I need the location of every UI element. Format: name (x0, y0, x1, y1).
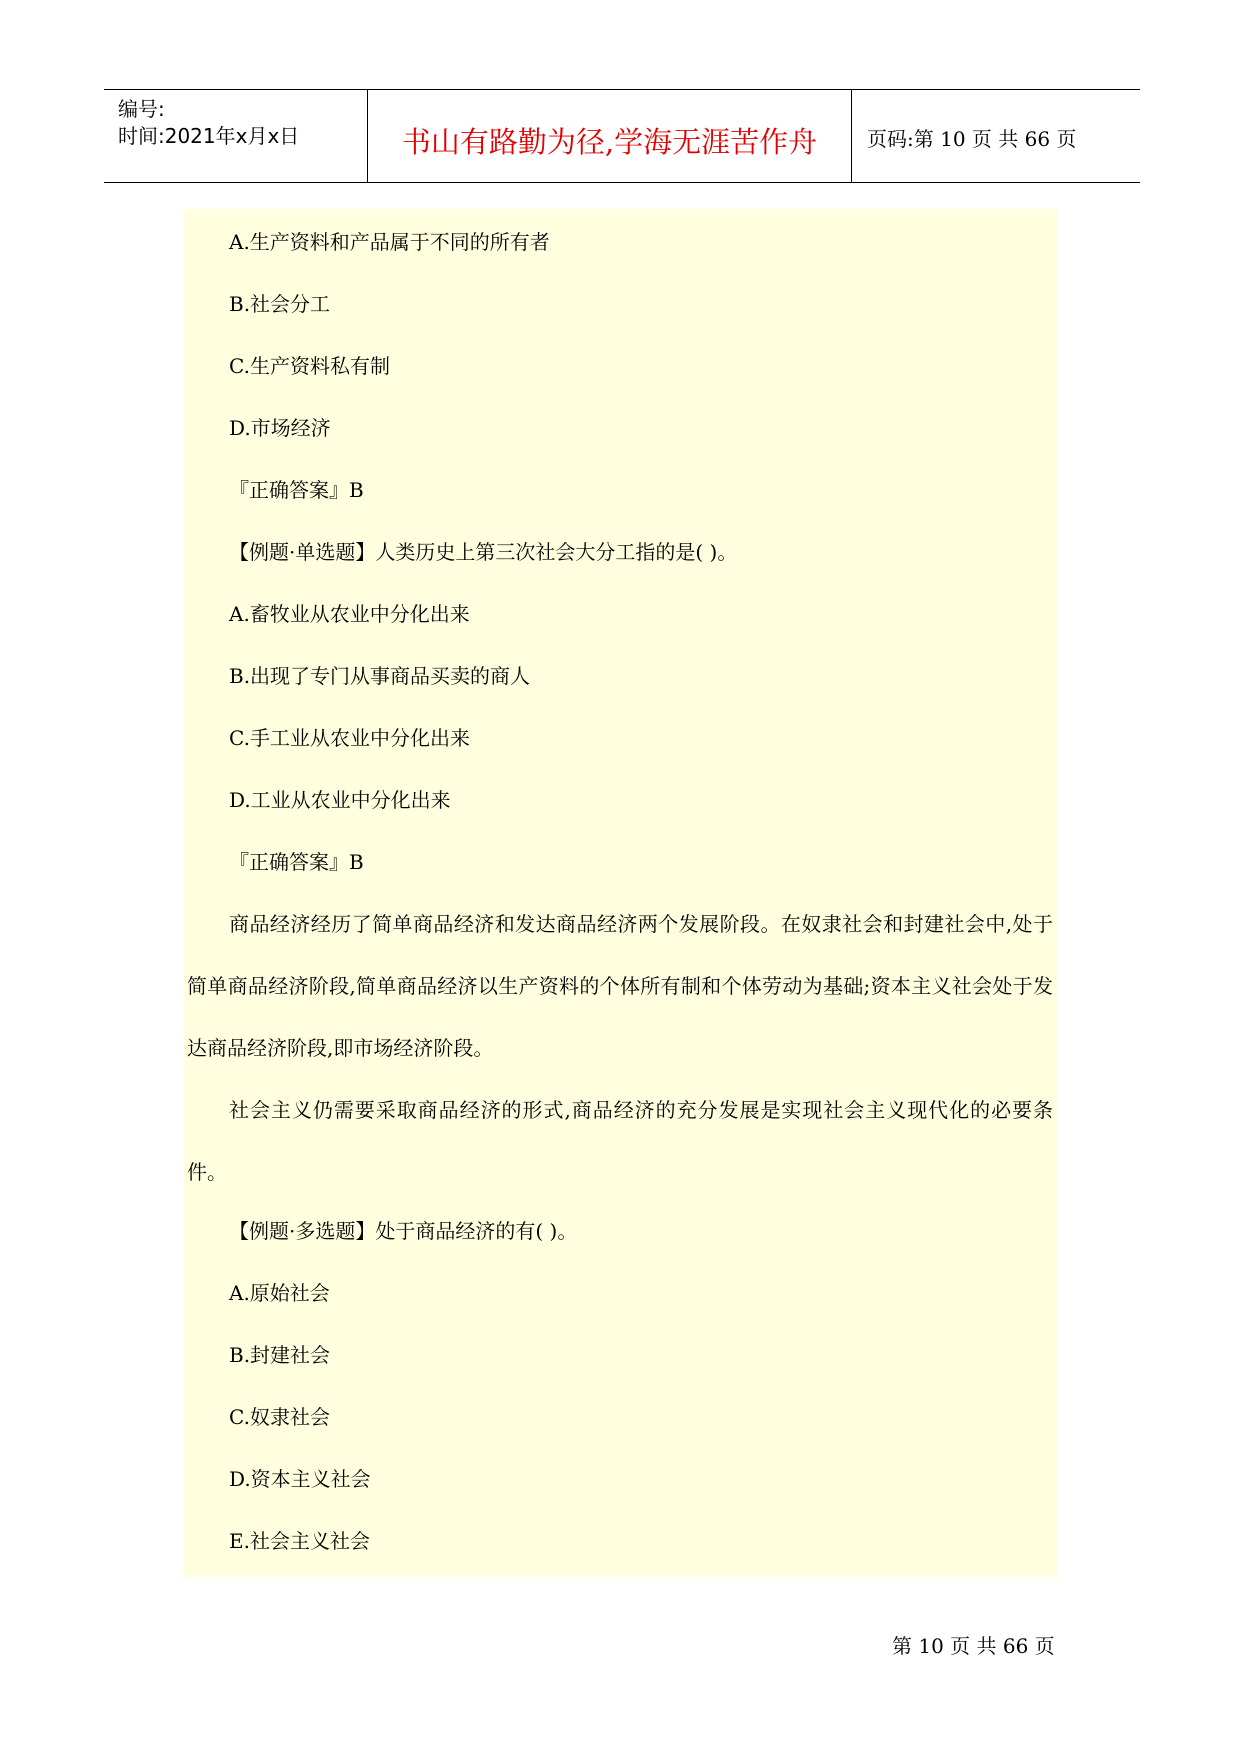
q1-option-b: B.社会分工 (229, 292, 331, 316)
paragraph-commodity-economy-stages: 商品经济经历了简单商品经济和发达商品经济两个发展阶段。在奴隶社会和封建社会中,处于简单商品经济阶段,简单商品经济以生产资料的个体所有制和个体劳动为基础;资本主义社会处于发达商品经济阶段,即市场经济阶段。 (187, 912, 1053, 1060)
q2-stem: 【例题·单选题】人类历史上第三次社会大分工指的是( )。 (229, 540, 738, 564)
q2-option-b: B.出现了专门从事商品买卖的商人 (229, 664, 531, 688)
q2-option-c: C.手工业从农业中分化出来 (229, 726, 470, 750)
header-meta-cell (104, 90, 368, 182)
q1-option-c: C.生产资料私有制 (229, 354, 390, 378)
q3-stem: 【例题·多选题】处于商品经济的有( )。 (229, 1219, 578, 1243)
page-header (104, 89, 1140, 183)
paragraph-socialism-commodity-economy: 社会主义仍需要采取商品经济的形式,商品经济的充分发展是实现社会主义现代化的必要条件。 (187, 1098, 1053, 1184)
page-footer: 第 10 页 共 66 页 (892, 1634, 1055, 1658)
q3-option-b: B.封建社会 (229, 1343, 331, 1367)
q3-option-e: E.社会主义社会 (229, 1529, 370, 1553)
q2-option-d: D.工业从农业中分化出来 (229, 788, 451, 812)
q1-option-d: D.市场经济 (229, 416, 331, 440)
q2-option-a: A.畜牧业从农业中分化出来 (229, 602, 470, 626)
header-page-info: 页码:第 10 页 共 66 页 (867, 127, 1077, 151)
header-slogan-cell (368, 90, 852, 182)
document-number-label: 编号: (118, 97, 165, 121)
header-slogan: 书山有路勤为径,学海无涯苦作舟 (401, 125, 818, 159)
document-time-label: 时间:2021年x月x日 (118, 124, 300, 148)
q3-option-a: A.原始社会 (229, 1281, 330, 1305)
q2-answer: 『正确答案』B (229, 850, 364, 874)
q1-option-a: A.生产资料和产品属于不同的所有者 (229, 230, 550, 254)
header-page-cell (853, 90, 1140, 182)
q3-option-c: C.奴隶社会 (229, 1405, 330, 1429)
q3-option-d: D.资本主义社会 (229, 1467, 371, 1491)
q1-answer: 『正确答案』B (229, 478, 364, 502)
